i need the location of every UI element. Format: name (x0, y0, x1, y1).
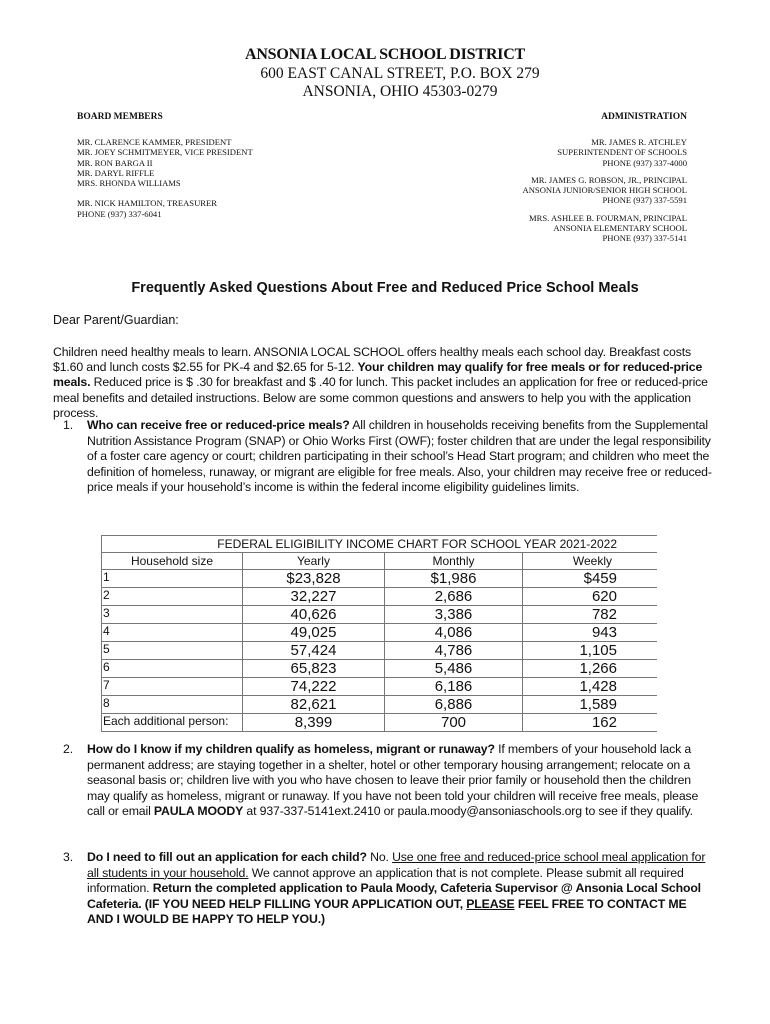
cell-monthly: 700 (385, 714, 523, 732)
please-emphasis: PLEASE (466, 896, 515, 911)
table-header-row (102, 553, 658, 570)
header-weekly: Weekly (523, 553, 658, 570)
admin-phone: PHONE (937) 337-5141 (602, 233, 687, 244)
board-member: MR. CLARENCE KAMMER, PRESIDENT (77, 137, 232, 147)
treasurer-phone: PHONE (937) 337-6041 (77, 208, 162, 219)
administration-list (523, 137, 687, 251)
table-row (102, 642, 658, 660)
treasurer-name: MR. NICK HAMILTON, TREASURER (77, 198, 217, 209)
intro-bold-text: Your children may qualify for free meals or for reduced-price meals. (53, 360, 703, 390)
table-row (102, 678, 658, 696)
cell-household-size: 5 (102, 642, 243, 660)
header-yearly: Yearly (243, 553, 385, 570)
table-row (102, 624, 658, 642)
table-row (102, 588, 658, 606)
faq-answer-cont: We cannot approve an application that is not complete. Please submit all required information. (87, 865, 684, 896)
table-caption: FEDERAL ELIGIBILITY INCOME CHART FOR SCHOOL YEAR 2021-2022 (102, 536, 658, 553)
administration-heading: ADMINISTRATION (601, 112, 687, 122)
cell-monthly: 5,486 (385, 660, 523, 678)
admin-name: MRS. ASHLEE B. FOURMAN, PRINCIPAL (529, 212, 687, 223)
return-instruction: Return the completed application to Paula Moody, Cafeteria Supervisor @ Ansonia Local School Cafeteria. (IF YOU NEED HELP FILLING YOUR APPLICATION OUT, (87, 881, 701, 911)
cell-yearly: 49,025 (243, 624, 385, 642)
document-title: Frequently Asked Questions About Free and Reduced Price School Meals (131, 280, 639, 296)
admin-name: MR. JAMES G. ROBSON, JR., PRINCIPAL (531, 174, 687, 185)
faq-item-2 (53, 742, 713, 820)
cell-weekly: 782 (523, 606, 658, 624)
cell-monthly: 6,886 (385, 696, 523, 714)
admin-title: SUPERINTENDENT OF SCHOOLS (557, 147, 687, 158)
admin-title: ANSONIA JUNIOR/SENIOR HIGH SCHOOL (522, 185, 687, 196)
cell-household-size: 6 (102, 660, 243, 678)
cell-monthly: 4,786 (385, 642, 523, 660)
cell-weekly: 1,266 (523, 660, 658, 678)
faq-question: Do I need to fill out an application for each child? (87, 850, 367, 864)
header-household-size: Household size (102, 553, 243, 570)
cell-weekly: $459 (523, 570, 658, 588)
district-address-street: 600 EAST CANAL STREET, P.O. BOX 279 (260, 65, 540, 82)
cell-yearly: 82,621 (243, 696, 385, 714)
cell-yearly: 40,626 (243, 606, 385, 624)
cell-yearly: 8,399 (243, 714, 385, 732)
header-monthly: Monthly (385, 553, 523, 570)
board-member: MR. RON BARGA II (77, 157, 153, 168)
admin-contact (523, 175, 687, 206)
board-member: MRS. RHONDA WILLIAMS (77, 178, 181, 189)
cell-household-size: 1 (102, 570, 243, 588)
cell-monthly: 6,186 (385, 678, 523, 696)
cell-household-size: 2 (102, 588, 243, 606)
faq-number: 3. (63, 850, 73, 864)
cell-weekly: 943 (523, 624, 658, 642)
intro-text-cont: Reduced price is $ .30 for breakfast and $ .40 for lunch. This packet includes an application for free or reduced-price meal benefits and detailed instructions. Below are some common questions and answers to help you with the application process. (53, 375, 708, 420)
cell-weekly: 1,428 (523, 678, 658, 696)
table-row (102, 714, 658, 732)
cell-monthly: 4,086 (385, 624, 523, 642)
cell-weekly: 162 (523, 714, 658, 732)
table-row (102, 570, 658, 588)
faq-answer: All children in households receiving benefits from the Supplemental Nutrition Assistance Program (SNAP) or Ohio Works First (OWF); foster children that are under the legal responsibility of a foster care agency or court; children participating in their school’s Head Start program; and children who meet the definition of homeless, runaway, or migrant are eligible for free meals. Also, your children may receive free or reduced-price meals if your household’s income is within the federal income eligibility guidelines limits. (87, 418, 712, 495)
contact-name: PAULA MOODY (153, 804, 244, 819)
help-offer: FEEL FREE TO CONTACT ME AND I WOULD BE HAPPY TO HELP YOU.) (87, 896, 687, 927)
admin-name: MR. JAMES R. ATCHLEY (591, 137, 687, 147)
income-eligibility-table (101, 535, 657, 732)
faq-answer: If members of your household lack a permanent address; are staying together in a shelter, hotel or other temporary housing arrangement; relocate on a seasonal basis or; children live with you who have chosen to leave their prior family or household then the children may qualify as homeless, migrant or runaway. If you have not been told your children will receive free meals, please call or email (87, 742, 699, 819)
board-member: MR. JOEY SCHMITMEYER, VICE PRESIDENT (77, 147, 253, 158)
intro-text: Children need healthy meals to learn. ANSONIA LOCAL SCHOOL offers healthy meals each school day. Breakfast costs $1.60 and lunch costs $2.55 for PK-4 and $2.65 for 5-12. (53, 345, 691, 375)
board-member: MR. DARYL RIFFLE (77, 167, 155, 178)
faq-answer: No. (366, 850, 393, 864)
cell-monthly: $1,986 (385, 570, 523, 588)
cell-household-size: 4 (102, 624, 243, 642)
cell-yearly: 32,227 (243, 588, 385, 606)
district-name: ANSONIA LOCAL SCHOOL DISTRICT (244, 46, 526, 63)
faq-number: 2. (63, 742, 73, 756)
cell-yearly: $23,828 (243, 570, 385, 588)
table-row (102, 606, 658, 624)
faq-question: How do I know if my children qualify as homeless, migrant or runaway? (87, 742, 495, 756)
admin-contact (523, 213, 687, 244)
district-address-city: ANSONIA, OHIO 45303-0279 (302, 83, 498, 100)
intro-paragraph (53, 345, 723, 421)
cell-monthly: 2,686 (385, 588, 523, 606)
cell-household-size: Each additional person: (102, 714, 243, 732)
board-members-list (77, 137, 253, 219)
table-row (102, 660, 658, 678)
admin-contact (523, 137, 687, 168)
admin-phone: PHONE (937) 337-5591 (602, 195, 687, 206)
cell-household-size: 8 (102, 696, 243, 714)
salutation: Dear Parent/Guardian: (53, 313, 179, 327)
faq-answer-cont: at 937-337-5141ext.2410 or paula.moody@ansoniaschools.org to see if they qualify. (243, 804, 693, 819)
cell-weekly: 1,105 (523, 642, 658, 660)
cell-monthly: 3,386 (385, 606, 523, 624)
cell-weekly: 620 (523, 588, 658, 606)
cell-household-size: 7 (102, 678, 243, 696)
board-members-heading: BOARD MEMBERS (77, 112, 163, 122)
faq-number: 1. (63, 418, 73, 432)
admin-title: ANSONIA ELEMENTARY SCHOOL (553, 223, 687, 234)
faq-item-3 (53, 850, 713, 928)
cell-yearly: 57,424 (243, 642, 385, 660)
faq-item-1 (53, 418, 713, 496)
table-row (102, 696, 658, 714)
cell-weekly: 1,589 (523, 696, 658, 714)
faq-question: Who can receive free or reduced-price meals? (87, 418, 350, 432)
cell-yearly: 65,823 (243, 660, 385, 678)
underlined-instruction: Use one free and reduced-price school meal application for all students in your household. (87, 850, 706, 880)
cell-household-size: 3 (102, 606, 243, 624)
cell-yearly: 74,222 (243, 678, 385, 696)
admin-phone: PHONE (937) 337-4000 (602, 157, 687, 168)
